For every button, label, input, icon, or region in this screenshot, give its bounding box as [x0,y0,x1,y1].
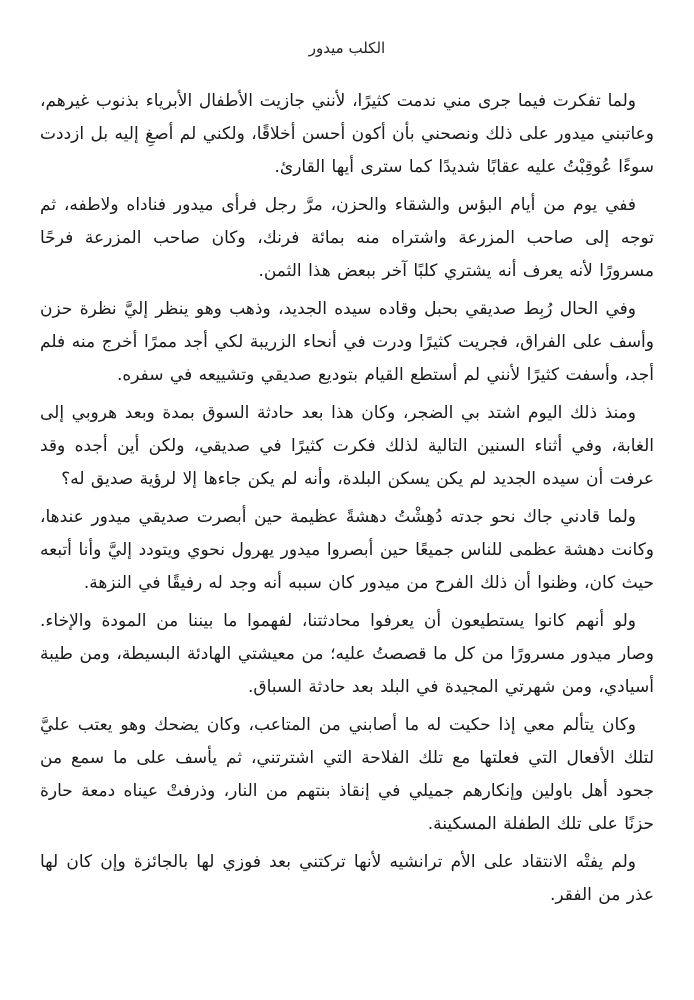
paragraph: وفي الحال رُبِط صديقي بحبل وقاده سيده الجديد، وذهب وهو ينظر إليَّ نظرة حزن وأسف على الفراق، فجريت كثيرًا ودرت في أنحاء الزريبة لكي أجد ممرًا أخرج منه فلم أجد، وأسفت كثيرًا لأنني لم أستطع القيام بتوديع صديقي وتشييعه في سفره. [40,299,654,385]
paragraph: ولم يفتْه الانتقاد على الأم ترانشيه لأنها تركتني بعد فوزي لها بالجائزة وإن كان لها عذر من الفقر. [40,852,654,905]
paragraph: ومنذ ذلك اليوم اشتد بي الضجر، وكان هذا بعد حادثة السوق بمدة وبعد هروبي إلى الغابة، وفي أثناء السنين التالية لذلك فكرت كثيرًا في صديقي، ولكن أين أجده وقد عرفت أن سيده الجديد لم يكن يسكن البلدة، وأنه لم يكن جاءها إلا لرؤية صديق له؟ [40,403,654,489]
paragraph: ففي يوم من أيام البؤس والشقاء والحزن، مرَّ رجل فرأى ميدور فناداه ولاطفه، ثم توجه إلى صاحب المزرعة واشتراه منه بمائة فرنك، وكان صاحب المزرعة فرحًا مسرورًا لأنه يعرف أنه يشتري كلبًا آخر ببعض هذا الثمن. [40,195,654,281]
paragraph: ولما تفكرت فيما جرى مني ندمت كثيرًا، لأنني جازيت الأطفال الأبرياء بذنوب غيرهم، وعاتبني ميدور على ذلك ونصحني بأن أكون أحسن أخلاقًا، ولكني لم أصغِ إليه بل ازددت سوءًا عُوقِبْتُ عليه عقابًا شديدًا كما سترى أيها القارئ. [40,91,654,177]
body-text [40,85,654,912]
paragraph: وكان يتألم معي إذا حكيت له ما أصابني من المتاعب، وكان يضحك وهو يعتب عليَّ لتلك الأفعال التي فعلتها مع تلك الفلاحة التي اشترتني، ثم يأسف على ما سمع من جحود أهل باولين وإنكارهم جميلي في إنقاذ بنتهم من النار، وذرفتْ عيناه دمعة حارة حزنًا على تلك الطفلة المسكينة. [40,715,654,834]
book-page [40,38,654,980]
paragraph: ولو أنهم كانوا يستطيعون أن يعرفوا محادثتنا، لفهموا ما بيننا من المودة والإخاء. وصار ميدور مسرورًا من كل ما قصصتُ عليه؛ من معيشتي الهادئة البسيطة، ومن طيبة أسيادي، ومن شهرتي المجيدة في البلد بعد حادثة السباق. [40,611,654,697]
page-header-title: الكلب ميدور [308,39,386,57]
paragraph: ولما قادني جاك نحو جدته دُهِشْتُ دهشةً عظيمة حين أبصرت صديقي ميدور عندها، وكانت دهشة عظمى للناس جميعًا حين أبصروا ميدور يهرول نحوي ويتودد إليَّ وأنا أتبعه حيث كان، وظنوا أن ذلك الفرح من ميدور كان سببه أنه وجد له رفيقًا في النزهة. [40,507,654,593]
